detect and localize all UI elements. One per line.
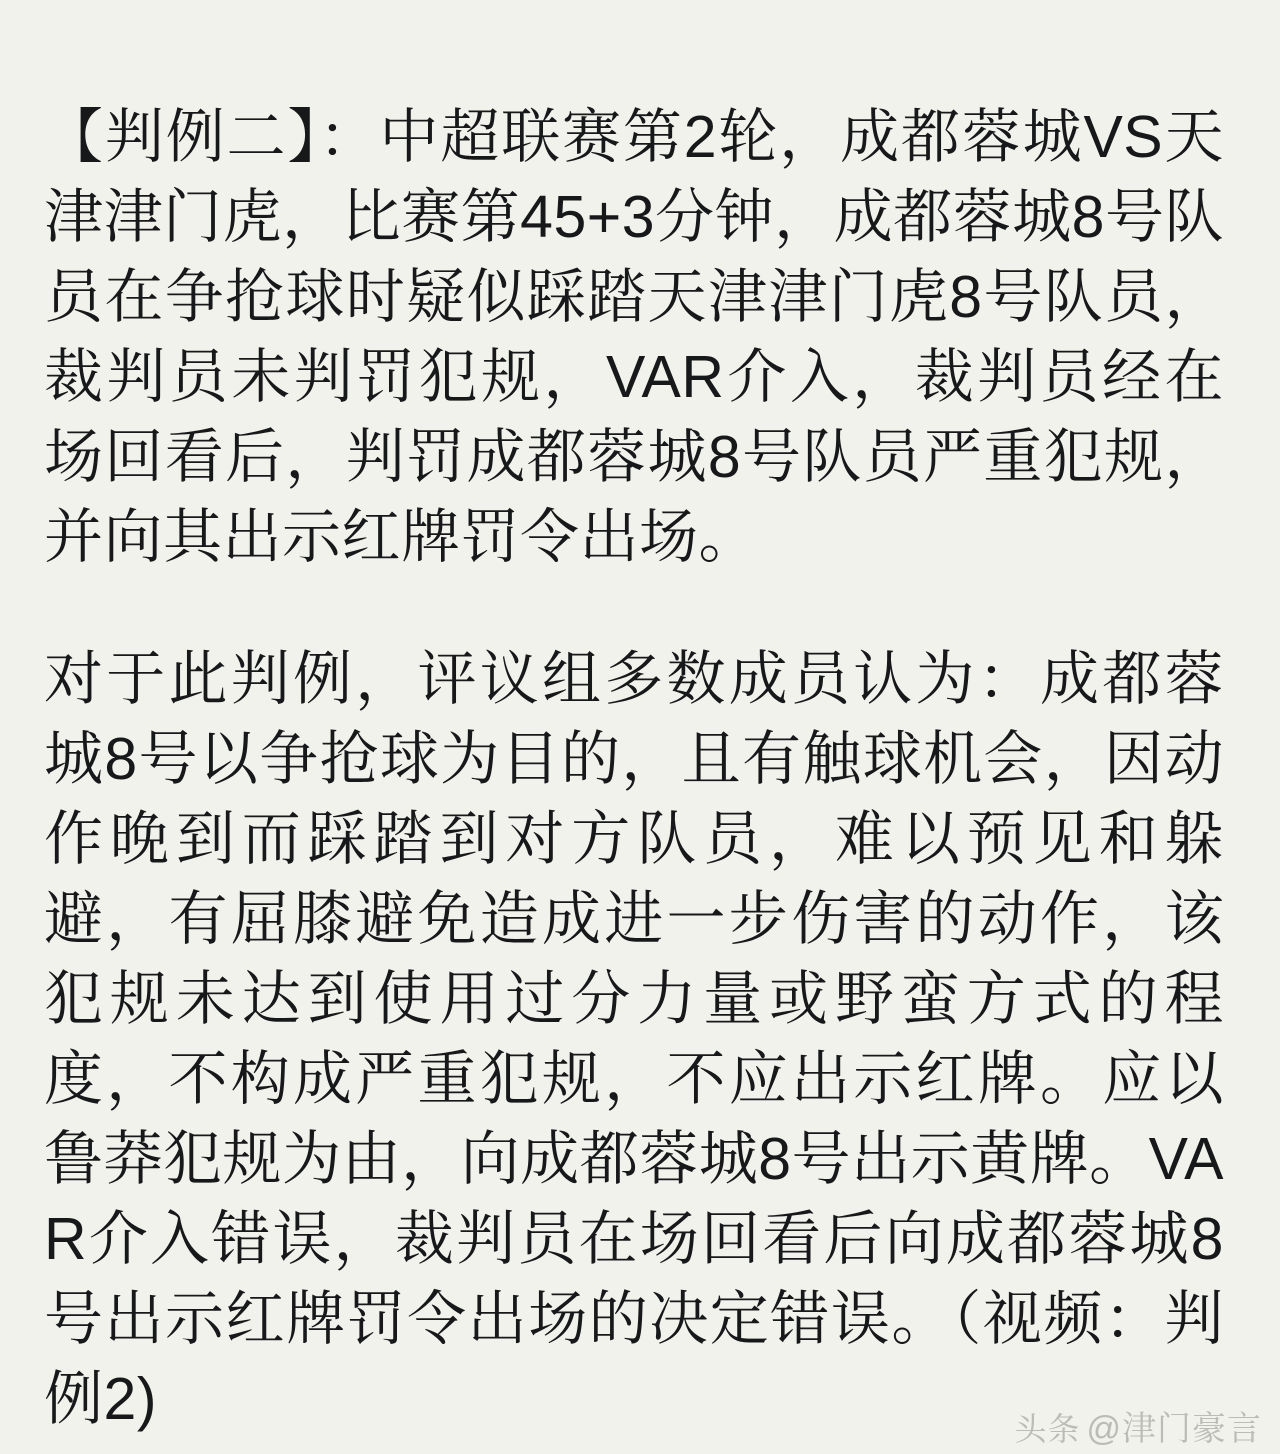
watermark-account-name: @津门豪言 (1086, 1410, 1262, 1448)
paragraph-review-panel-opinion: 对于此判例，评议组多数成员认为：成都蓉城8号以争抢球为目的，且有触球机会，因动作晚到而踩踏到对方队员，难以预见和躲避，有屈膝避免造成进一步伤害的动作，该犯规未达到使用过分力量或野蛮方式的程度，不构成严重犯规，不应出示红牌。应以鲁莽犯规为由，向成都蓉城8号出示黄牌。VAR介入错误，裁判员在场回看后向成都蓉城8号出示红牌罚令出场的决定错误。（视频：判例2) (44, 646, 1224, 1432)
watermark (1014, 1401, 1262, 1450)
toutiao-logo-icon: 头条 (1014, 1411, 1081, 1447)
paragraph-case-description: 【判例二】：中超联赛第2轮，成都蓉城VS天津津门虎，比赛第45+3分钟，成都蓉城8号队员在争抢球时疑似踩踏天津津门虎8号队员，裁判员未判罚犯规，VAR介入，裁判员经在场回看后，判罚成都蓉城8号队员严重犯规，并向其出示红牌罚令出场。 (44, 104, 1224, 570)
